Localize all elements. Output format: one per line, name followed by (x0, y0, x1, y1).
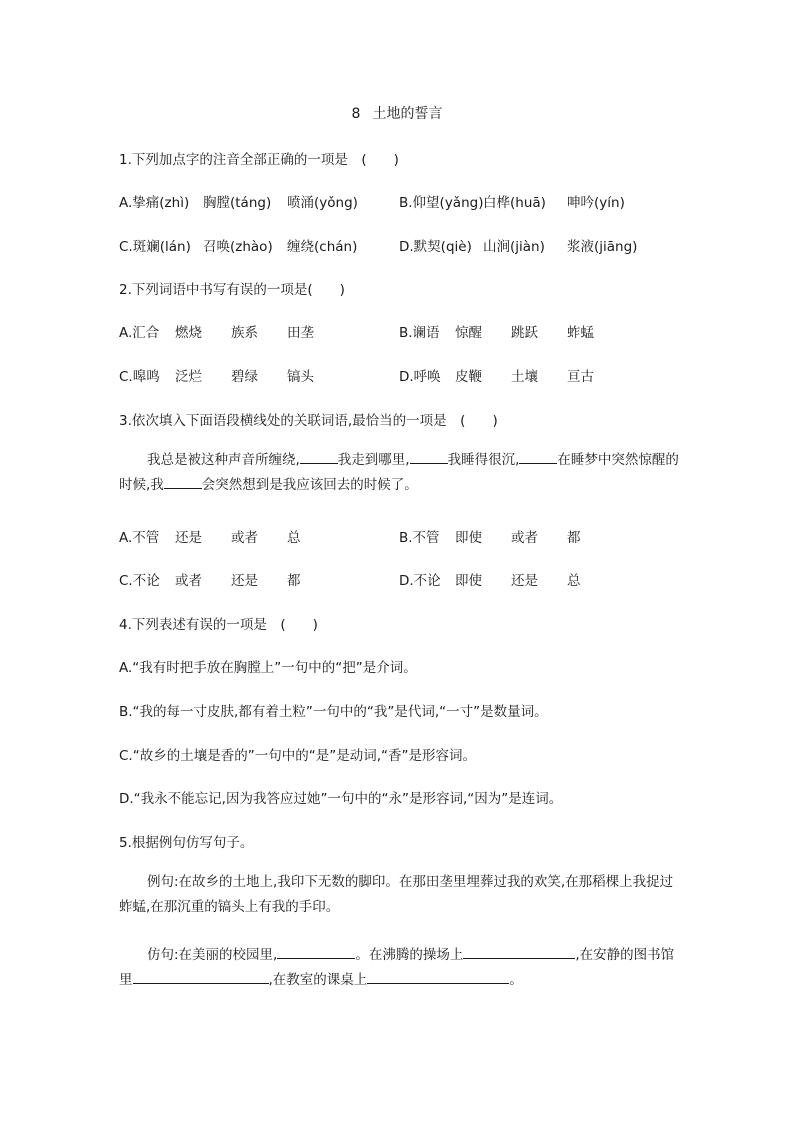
q2-c-item: 碧绿 (231, 369, 258, 385)
passage-text: 惊醒的时候,我 (119, 452, 679, 493)
q3-a-item: 或者 (231, 530, 258, 546)
q2-c-item: C.嗥鸣 (119, 369, 160, 385)
q3-a-item: 还是 (175, 530, 202, 546)
q4-stem: 4.下列表述有误的一项是 ( ) (119, 617, 318, 633)
q2-a-item: 族系 (231, 325, 258, 341)
q1-c-item: 缠绕(chán) (287, 239, 358, 255)
passage-text: 会突然想到是我应该回去的时候了。 (201, 477, 418, 493)
imitation-text: 。在沸腾的操场上 (355, 947, 464, 963)
q3-d-item: 还是 (511, 573, 538, 589)
answer-blank[interactable] (164, 474, 202, 489)
q5-example: 例句:在故乡的土地上,我印下无数的脚印。在那田垄里埋葬过我的欢笑,在那稻棵上我捉过蚱蜢,在那沉重的镐头上有我的手印。 (119, 874, 674, 915)
q3-passage (119, 448, 679, 498)
q1-b-item: B.仰望(yǎng) (399, 195, 484, 211)
q2-a-item: 燃烧 (175, 325, 202, 341)
q2-b-item: 蚱蜢 (567, 325, 594, 341)
lesson-number: 8 (351, 106, 361, 122)
q2-d-item: D.呼唤 (399, 369, 441, 385)
q3-a-item: 总 (287, 530, 301, 546)
q4-option-d: D.“我永不能忘记,因为我答应过她”一句中的“永”是形容词,“因为”是连词。 (119, 791, 563, 807)
q2-d-item: 土壤 (511, 369, 538, 385)
q3-b-item: 都 (567, 530, 581, 546)
answer-blank[interactable] (519, 449, 557, 464)
answer-blank[interactable] (133, 969, 269, 984)
q5-imitation (119, 943, 679, 993)
q1-c-item: C.斑斓(lán) (119, 239, 191, 255)
q3-d-item: 即使 (455, 573, 482, 589)
q2-b-item: B.谰语 (399, 325, 440, 341)
imitation-text: 。 (509, 972, 523, 988)
q1-d-item: 浆液(jiāng) (567, 239, 638, 255)
lesson-title: 土地的誓言 (372, 106, 443, 122)
imitation-text: ,在教室的课桌上 (268, 972, 368, 988)
q1-b-item: 呻吟(yín) (567, 195, 625, 211)
q2-b-item: 跳跃 (511, 325, 538, 341)
imitation-text: ,在安静的图书馆里 (119, 947, 675, 988)
q3-a-item: A.不管 (119, 530, 160, 546)
q2-c-item: 泛烂 (175, 369, 202, 385)
q3-b-item: 或者 (511, 530, 538, 546)
q2-d-item: 皮鞭 (455, 369, 482, 385)
q1-c-item: 召唤(zhào) (203, 239, 273, 255)
q3-c-item: 都 (287, 573, 301, 589)
q5-stem: 5.根据例句仿写句子。 (119, 835, 254, 851)
q2-c-item: 镐头 (287, 369, 314, 385)
q4-option-a: A.“我有时把手放在胸膛上”一句中的“把”是介词。 (119, 660, 417, 676)
passage-text: 我走到哪里, (337, 452, 410, 468)
q1-b-item: 白桦(huā) (483, 195, 546, 211)
q1-d-item: D.默契(qiè) (399, 239, 472, 255)
answer-blank[interactable] (277, 944, 355, 959)
imitation-text: 仿句:在美丽的校园里, (147, 947, 278, 963)
page-title (0, 103, 794, 123)
q1-stem: 1.下列加点字的注音全部正确的一项是 ( ) (119, 152, 399, 168)
q3-d-item: 总 (567, 573, 581, 589)
passage-text: 我睡得很沉, (447, 452, 520, 468)
answer-blank[interactable] (410, 449, 448, 464)
answer-blank[interactable] (300, 449, 338, 464)
q4-option-c: C.“故乡的土壤是香的”一句中的“是”是动词,“香”是形容词。 (119, 748, 476, 764)
q1-d-item: 山涧(jiàn) (483, 239, 545, 255)
q2-b-item: 惊醒 (455, 325, 482, 341)
q1-a-item: A.挚痛(zhì) (119, 195, 190, 211)
passage-text: 在睡梦中突然 (557, 452, 639, 468)
q3-c-item: 或者 (175, 573, 202, 589)
answer-blank[interactable] (463, 944, 575, 959)
q3-stem: 3.依次填入下面语段横线处的关联词语,最恰当的一项是 ( ) (119, 413, 498, 429)
q2-stem: 2.下列词语中书写有误的一项是( ) (119, 282, 345, 298)
q2-a-item: A.汇合 (119, 325, 160, 341)
q4-option-b: B.“我的每一寸皮肤,都有着土粒”一句中的“我”是代词,“一寸”是数量词。 (119, 704, 548, 720)
q3-b-item: 即使 (455, 530, 482, 546)
q3-c-item: C.不论 (119, 573, 160, 589)
q3-b-item: B.不管 (399, 530, 440, 546)
q1-a-item: 喷涌(yǒng) (287, 195, 358, 211)
q1-a-item: 胸膛(táng) (203, 195, 272, 211)
q3-c-item: 还是 (231, 573, 258, 589)
q2-a-item: 田垄 (287, 325, 314, 341)
q2-d-item: 亘古 (567, 369, 594, 385)
q3-d-item: D.不论 (399, 573, 441, 589)
passage-text: 我总是被这种声音所缠绕, (147, 452, 300, 468)
answer-blank[interactable] (367, 969, 509, 984)
